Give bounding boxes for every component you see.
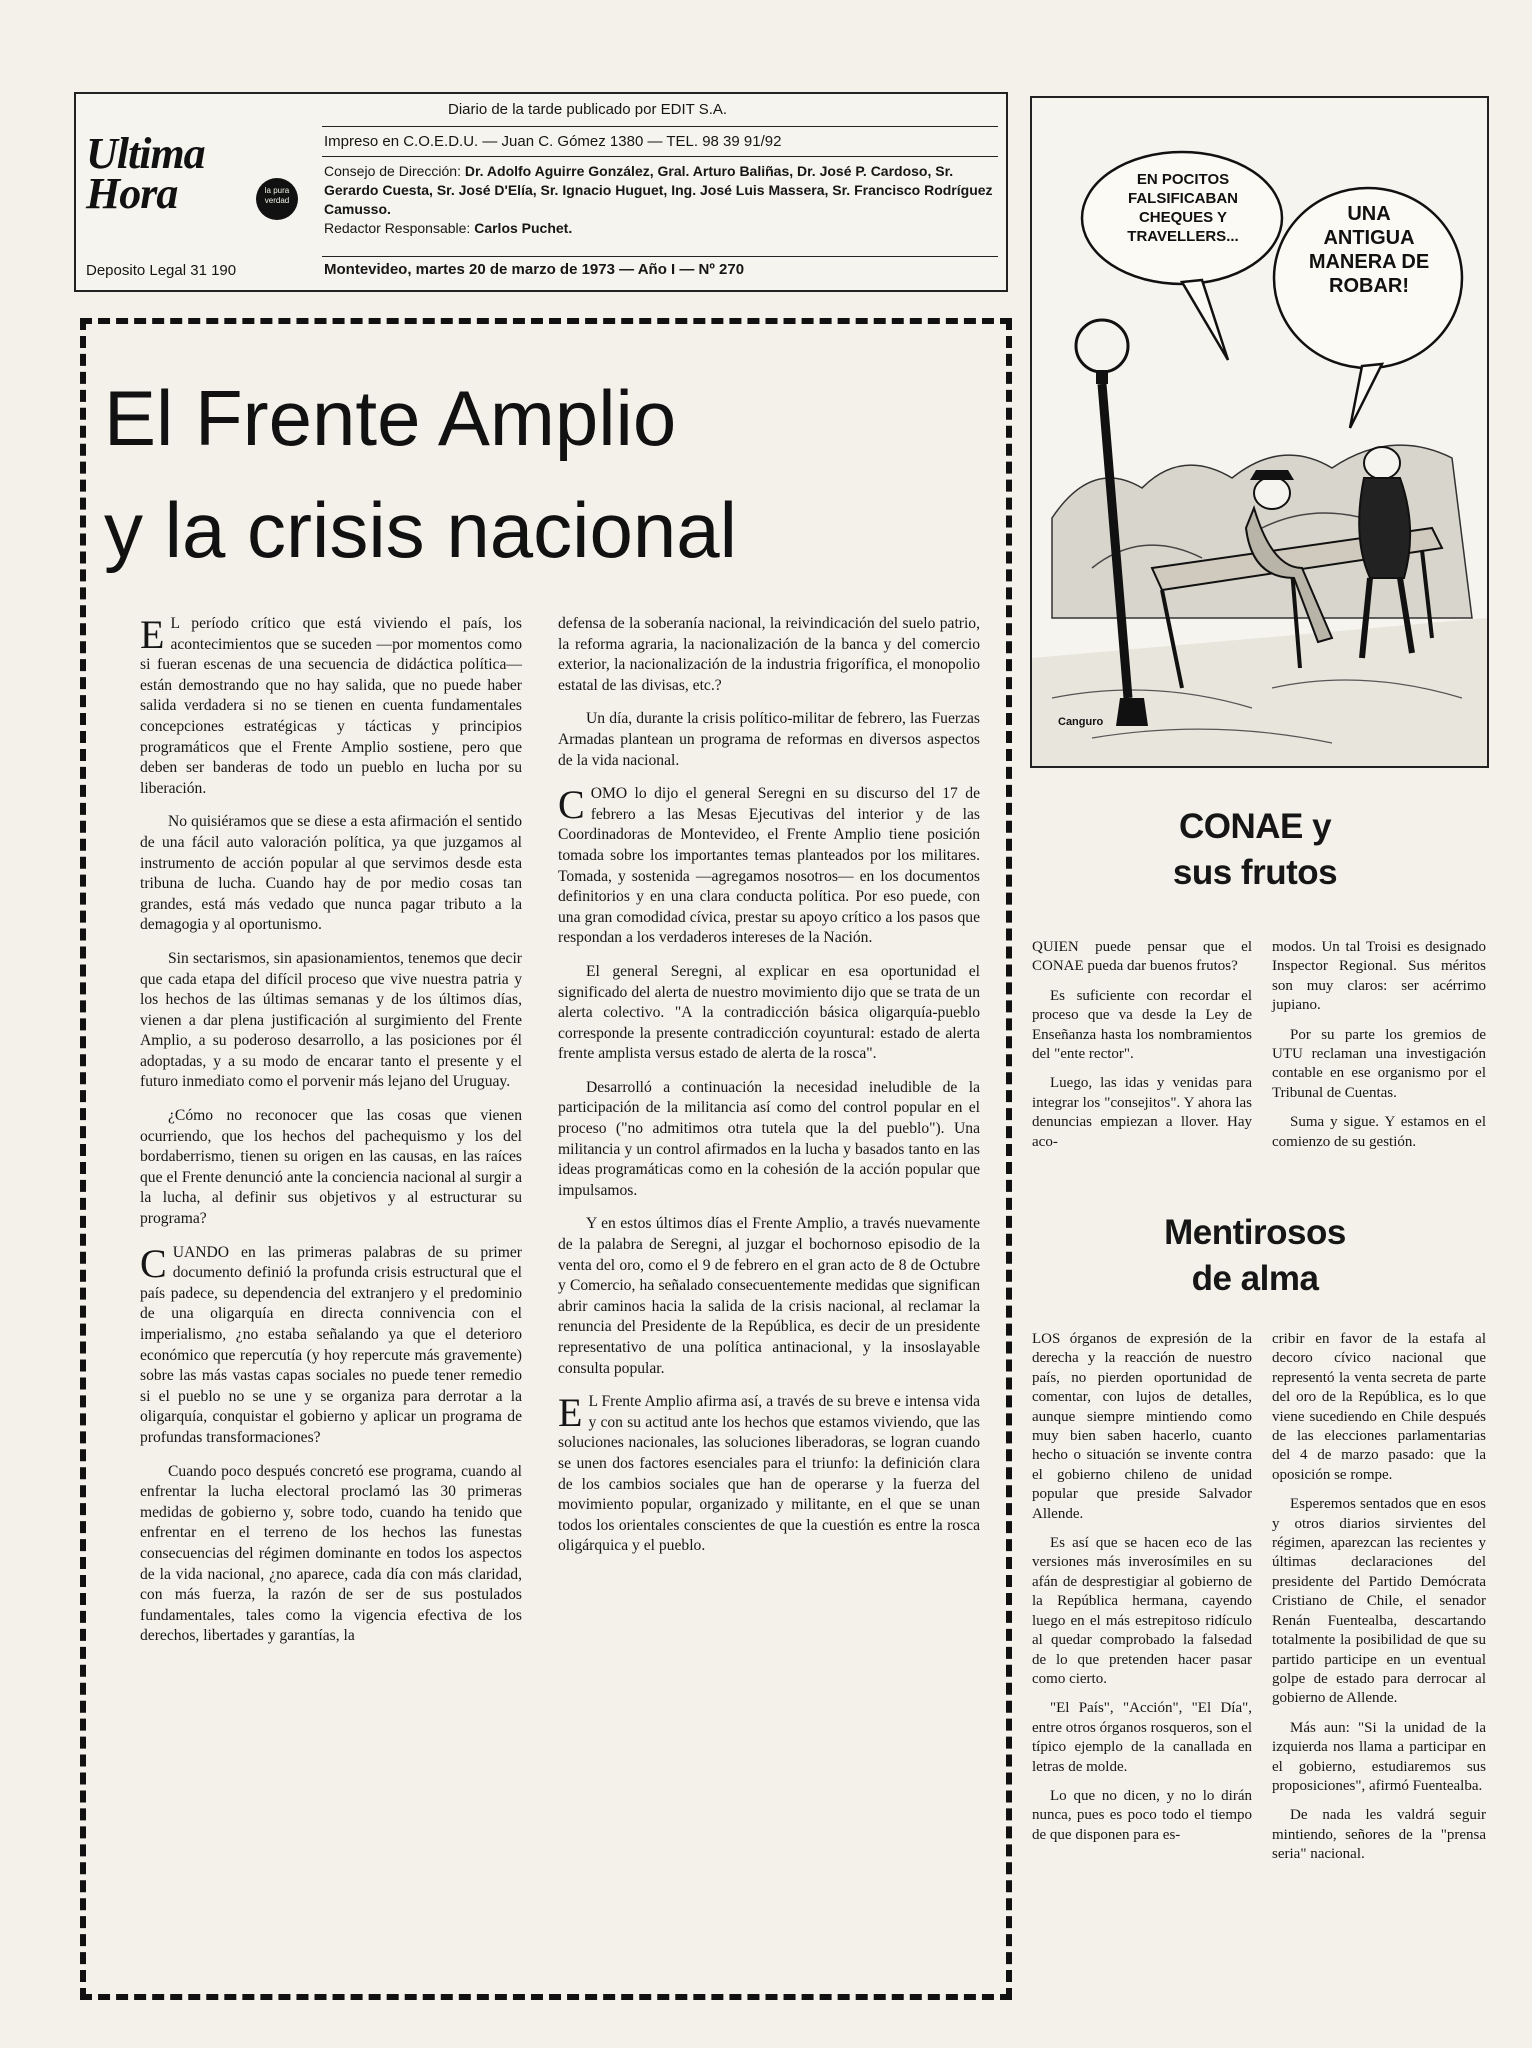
paragraph: ¿Cómo no reconocer que las cosas que vienen ocurriendo, que los hechos del pachequismo y los del bordaberrismo, tienen su origen en las causas, en las raíces que el Frente denunció ante la conciencia nacional al surgir a la lucha, al definir sus objetivos y al estructurar su programa?	[140, 1107, 522, 1228]
masthead-rule	[322, 256, 998, 257]
cartoon-signature: Canguro	[1058, 716, 1104, 728]
date-line: Montevideo, martes 20 de marzo de 1973 — Año I — Nº 270	[324, 261, 745, 278]
paragraph: Sin sectarismos, sin apasionamientos, tenemos que decir que cada etapa del difícil proceso que vive nuestra patria y los hechos de las últimas semanas y de los últimos días, vienen a dar plena justificación al surgimiento del Frente Amplio, a su poderoso desarrollo, a las posiciones por él adoptadas, y a su modo de encarar tanto el presente y el futuro inmediato como el porvenir más lejano del Uruguay.	[140, 949, 522, 1091]
masthead	[74, 92, 1008, 292]
mentirosos-column-2	[1272, 1330, 1486, 1875]
council-names: Dr. Adolfo Aguirre González, Gral. Arturo Baliñas, Dr. José P. Cardoso, Sr. Gerardo Cuesta, Sr. José D'Elía, Sr. Ignacio Huguet, Ing. José Luis Massera, Sr. Francisco Rodríguez Camusso.	[324, 163, 993, 217]
logo-badge: la pura verdad	[256, 178, 298, 220]
mentirosos-headline-line-1: Mentirosos	[1164, 1213, 1346, 1252]
conae-headline	[1110, 804, 1400, 896]
paragraph: Desarrolló a continuación la necesidad ineludible de la participación de la militancia así como del control popular en el proceso ("no admitimos otra tutela que la del pueblo"). Una militancia y un control afirmados en la lucha y basados tanto en las ideas programáticas como en la cohesión de la acción popular que impulsamos.	[558, 1078, 980, 1199]
paragraph: Por su parte los gremios de UTU reclaman una investigación contable en ese organismo por el Tribunal de Cuentas.	[1272, 1026, 1486, 1101]
cartoon-illustration	[1032, 98, 1487, 766]
conae-headline-line-1: CONAE y	[1178, 807, 1332, 846]
conae-column-2	[1272, 938, 1486, 1162]
newspaper-logo	[86, 129, 306, 226]
council-label: Consejo de Dirección:	[324, 163, 461, 179]
mentirosos-headline-line-2: de alma	[1191, 1259, 1319, 1298]
editor-name: Carlos Puchet.	[474, 220, 573, 236]
paragraph: Lo que no dicen, y no lo dirán nunca, pues es poco todo el tiempo de que disponen para es-	[1032, 1787, 1252, 1843]
mentirosos-column-1	[1032, 1330, 1252, 1855]
mentirosos-headline	[1110, 1210, 1400, 1302]
masthead-rule	[322, 156, 998, 157]
paragraph: Un día, durante la crisis político-militar de febrero, las Fuerzas Armadas plantean un programa de reformas en diversos aspectos de la vida nacional.	[558, 710, 980, 769]
paragraph: QUIEN puede pensar que el CONAE pueda dar buenos frutos?	[1032, 939, 1252, 975]
paragraph: Es así que se hacen eco de las versiones más inverosímiles en su afán de desprestigiar al gobierno de la República hermana, cayendo luego en el más estrepitoso ridículo al quedar comprobado la falsedad de lo que pretenden hacer pasar como cierto.	[1032, 1535, 1252, 1687]
cartoon-bubble-left: EN POCITOS FALSIFICABAN CHEQUES Y TRAVELLERS...	[1127, 171, 1239, 245]
paragraph: Suma y sigue. Y estamos en el comienzo de su gestión.	[1272, 1114, 1486, 1150]
paragraph: defensa de la soberanía nacional, la reivindicación del suelo patrio, la reforma agraria, la nacionalización de la banca y del comercio exterior, la nacionalización de la industria frigorífica, el monopolio estatal de las divisas, etc.?	[558, 615, 980, 694]
paragraph: Cuando poco después concretó ese programa, cuando al enfrentar la lucha electoral proclamó las 30 primeras medidas de gobierno y, sobre todo, cuando ha tenido que enfrentar en el terreno de los hechos las funestas consecuencias del régimen dominante en todos los aspectos de la vida nacional, ¿no aparece, cada día con más claridad, con más fuerza, la razón de ser de sus postulados fundamentales, tales como la vigencia efectiva de los derechos, libertades y garantías, la	[140, 1462, 522, 1645]
paragraph: LOS órganos de expresión de la derecha y la reacción de nuestro país, no pierden oportunidad de comentar, con lujos de detalles, aunque siempre mintiendo como muy bien saben hacerlo, cuanto hecho o situación se invente contra el gobierno chileno de unidad popular que preside Salvador Allende.	[1032, 1331, 1252, 1522]
publisher-line: Diario de la tarde publicado por EDIT S.A.	[448, 101, 728, 118]
masthead-rule	[322, 126, 998, 127]
paragraph: CUANDO en las primeras palabras de su primer documento definió la profunda crisis estructural que el país padece, su dependencia del extranjero y el predominio de una oligarquía en directa connivencia con el imperialismo, ¿no estaba señalando ya que el deterioro económico que repercutía (y hoy repercute más gravemente) sobre las más vastas capas sociales no puede tener remedio si el pueblo no se une y se organiza para derrotar a la oligarquía, conquistar el gobierno y aplicar un programa de profundas transformaciones?	[140, 1240, 522, 1446]
paragraph: COMO lo dijo el general Seregni en su discurso del 17 de febrero a las Mesas Ejecutivas del interior y de las Coordinadoras de Montevideo, el Frente Amplio tiene posición tomada sobre los importantes temas planteados por los militares. Tomada, y sostenida —agregamos nosotros— en los documentos definitorios y en una clara conducta política. Por eso puede, con una gran comodidad cívica, prestar su apoyo crítico a los pasos que respondan a los verdaderos intereses de la Nación.	[558, 782, 980, 947]
paragraph: Es suficiente con recordar el proceso que va desde la Ley de Enseñanza hasta los nombramientos del "ente rector".	[1032, 987, 1252, 1063]
cartoon	[1030, 96, 1489, 768]
paragraph: modos. Un tal Troisi es designado Inspector Regional. Sus méritos son muy claros: ser acérrimo jupiano.	[1272, 939, 1486, 1014]
editor-label: Redactor Responsable:	[324, 220, 471, 236]
paragraph: Y en estos últimos días el Frente Amplio, a través nuevamente de la palabra de Seregni, al juzgar el bochornoso episodio de la venta del oro, como el 9 de febrero en el gran acto de 8 de Octubre y Comercio, ha señalado consecuentemente medidas que significan abrir caminos hacia la salida de la crisis nacional, al reclamar la renuncia del Presidente de la República, es decir de un presidente representativo de una política antinacional, y la insoslayable consulta popular.	[558, 1215, 980, 1377]
main-headline	[104, 362, 984, 586]
cartoon-bubble-right: UNA ANTIGUA MANERA DE ROBAR!	[1308, 203, 1430, 297]
paragraph: Más aun: "Si la unidad de la izquierda nos llama a participar en el gobierno, estudiaremos sus proposiciones", afirmó Fuentealba.	[1272, 1719, 1486, 1794]
paragraph: El general Seregni, al explicar en esa oportunidad el significado del alerta de nuestro movimiento dijo que se trata de un alerta colectivo. "A la contradicción básica oligarquía-pueblo corresponde la presente contradicción coyuntural: estado de alerta frente amplista versus estado de alerta de la rosca".	[558, 962, 980, 1063]
paragraph: De nada les valdrá seguir mintiendo, señores de la "prensa seria" nacional.	[1272, 1807, 1486, 1863]
logo-wordmark: Ultima Hora	[86, 129, 205, 218]
paragraph: No quisiéramos que se diese a esta afirmación el sentido de una fácil auto valoración política, ya que juzgamos al instrumento de acción popular al que servimos desde esta tribuna de lucha. Cuando hay de por medio cosas tan grandes, está más vedado que nunca pagar tributo a la demagogia y al oportunismo.	[140, 813, 522, 934]
paragraph: Esperemos sentados que en esos y otros diarios sirvientes del régimen, aparezcan las recientes y últimas declaraciones del presidente del Partido Demócrata Cristiano de Chile, el senador Renán Fuentealba, descartando totalmente la posibilidad de que su partido participe en un eventual golpe de estado para derrocar al gobierno de Allende.	[1272, 1496, 1486, 1707]
paragraph: "El País", "Acción", "El Día", entre otros órganos rosqueros, son el típico ejemplo de la canallada en letras de molde.	[1032, 1700, 1252, 1775]
conae-column-1	[1032, 938, 1252, 1162]
paragraph: Luego, las idas y venidas para integrar los "consejitos". Y ahora las denuncias empiezan a llover. Hay aco-	[1032, 1075, 1252, 1150]
paragraph: EL Frente Amplio afirma así, a través de su breve e intensa vida y con su actitud ante los hechos que estamos viviendo, que las soluciones nacionales, las soluciones liberadoras, se logran cuando se unen dos factores esenciales para el triunfo: la definición clara de los cambios sociales que han de operarse y la fuerza del movimiento popular, organizado y militante, en el que se unan todos los orientales conscientes de que la cuestión es entre la rosca oligárquica y el pueblo.	[558, 1390, 980, 1555]
main-article-column-1	[140, 614, 522, 1660]
deposito-legal: Deposito Legal 31 190	[86, 262, 237, 279]
headline-line-1: El Frente Amplio	[104, 374, 677, 462]
paragraph: EL período crítico que está viviendo el país, los acontecimientos que se suceden —por momentos como si fueran escenas de una secuencia de didáctica política— están demostrando que no hay salida, que no puede haber salida verdadera si no se tienen en cuenta fundamentales concepciones estratégicas y tácticas y principios programáticos que el Frente Amplio sostiene, pero que deben ser banderas de todo un pueblo en lucha por su liberación.	[140, 612, 522, 797]
headline-line-2: y la crisis nacional	[104, 486, 737, 574]
council-block	[324, 162, 994, 238]
print-line: Impreso en C.O.E.D.U. — Juan C. Gómez 1380 — TEL. 98 39 91/92	[324, 133, 782, 150]
conae-headline-line-2: sus frutos	[1172, 853, 1338, 892]
main-article-column-2	[558, 614, 980, 1570]
paragraph: cribir en favor de la estafa al decoro cívico nacional que representó la venta secreta de parte del oro de la República, es lo que viene sucediendo en Chile después de las elecciones parlamentarias del 4 de marzo pasado: que la oposición se rompe.	[1272, 1331, 1486, 1483]
